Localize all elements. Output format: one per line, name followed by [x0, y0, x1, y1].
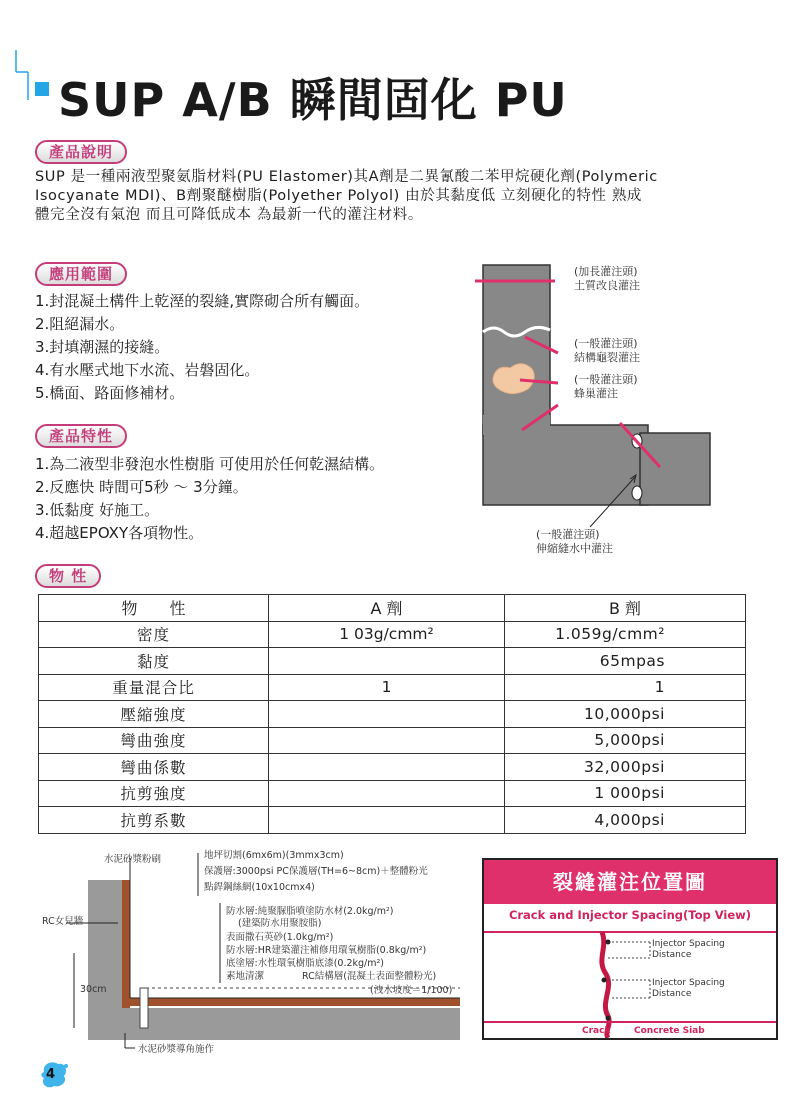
list-item: 1.為二液型非發泡水性樹脂 可使用於任何乾濕結構。	[35, 455, 385, 473]
table-row	[39, 674, 746, 701]
crack-label: Distance	[652, 950, 692, 960]
diagram-label: 蜂巢灌注	[574, 387, 618, 400]
badge-properties: 物 性	[35, 564, 101, 588]
title-bullet-square	[35, 82, 49, 96]
crack-label: Concrete Siab	[634, 1026, 705, 1036]
diagram-label: 結構龜裂灌注	[574, 351, 640, 364]
section-label: 防水層:HR建築灌注補修用環氧樹脂(0.8kg/m²)	[226, 945, 427, 956]
page-number: 4	[46, 1067, 56, 1082]
crack-diagram-subtitle: Crack and Injector Spacing(Top View)	[508, 908, 752, 922]
badge-product-description: 產品說明	[35, 140, 127, 164]
column-header: B 劑	[505, 595, 746, 622]
section-label: 保護層:3000psi PC保護層(TH=6~8cm)＋整體粉光	[204, 866, 428, 877]
section-label: 點銲鋼絲網(10x10cmx4)	[204, 882, 315, 893]
table-cell: 黏度	[39, 648, 269, 675]
list-item: 4.有水壓式地下水流、岩磐固化。	[35, 361, 260, 379]
crack-label: Crack	[582, 1026, 611, 1036]
section-label: 底塗層:水性環氧樹脂底漆(0.2kg/m²)	[226, 958, 385, 969]
diagram-label: 伸縮縫水中灌注	[536, 542, 613, 555]
crack-label: Distance	[652, 989, 692, 999]
table-row	[39, 648, 746, 675]
table-row	[39, 807, 746, 834]
features-list	[35, 453, 384, 545]
list-item: 3.封填潮濕的接縫。	[35, 338, 170, 356]
list-item: 5.橋面、路面修補材。	[35, 384, 185, 402]
table-cell: 彎曲強度	[39, 727, 269, 754]
table-row	[39, 754, 746, 781]
table-cell: 32,000psi	[505, 754, 746, 781]
diagram-label: (一般灌注頭)	[536, 528, 600, 541]
waterproof-section-drawing	[40, 848, 460, 1058]
table-cell: 1	[505, 674, 746, 701]
section-label: RC結構層(混凝土表面整體粉光)	[302, 971, 437, 982]
diagram-label: (一般灌注頭)	[574, 337, 638, 350]
list-item: 4.超越EPOXY各項物性。	[35, 524, 204, 542]
section-label: 素地清潔	[226, 971, 265, 982]
table-cell	[269, 648, 505, 675]
table-cell: 5,000psi	[505, 727, 746, 754]
description-line: Isocyanate MDI)、B劑聚醚樹脂(Polyether Polyol) 由於其黏度低 立刻硬化的特性 熟成	[35, 188, 643, 204]
description-line: 體完全沒有氣泡 而且可降低成本 為最新一代的灌注材料。	[35, 207, 423, 223]
injection-diagram	[470, 255, 780, 560]
diagram-label: (一般灌注頭)	[574, 373, 638, 386]
table-cell: 抗剪系數	[39, 807, 269, 834]
table-cell: 壓縮強度	[39, 701, 269, 728]
page-title: SUP A/B 瞬間固化 PU	[58, 73, 568, 127]
properties-table	[38, 594, 746, 834]
crack-diagram-graphic	[484, 928, 776, 1038]
description-line: SUP 是一種兩液型聚氨脂材料(PU Elastomer)其A劑是二異氰酸二苯甲烷硬化劑(Polymeric	[35, 169, 658, 185]
list-item: 3.低黏度 好施工。	[35, 501, 160, 519]
section-label: (洩水坡度＝1/100)	[370, 985, 453, 996]
crack-label: Injector Spacing	[652, 978, 725, 988]
table-header-row	[39, 595, 746, 622]
table-cell: 抗剪強度	[39, 780, 269, 807]
table-cell: 1 000psi	[505, 780, 746, 807]
column-header: A 劑	[269, 595, 505, 622]
section-label: RC女兒牆	[42, 916, 84, 927]
table-cell: 密度	[39, 621, 269, 648]
section-label: 30cm	[80, 984, 107, 995]
badge-features: 產品特性	[35, 424, 127, 448]
badge-applications: 應用範圍	[35, 262, 127, 286]
diagram-label: 土質改良灌注	[574, 279, 640, 292]
column-header: 物 性	[39, 595, 269, 622]
section-label: 水泥砂漿導角施作	[138, 1044, 215, 1055]
table-cell: 1 03g/cmm²	[269, 621, 505, 648]
table-cell: 1	[269, 674, 505, 701]
section-label: 表面撒石英砂(1.0kg/m²)	[226, 932, 334, 943]
crack-injection-diagram	[482, 858, 778, 1040]
section-label: 水泥砂漿粉刷	[104, 854, 162, 865]
table-cell	[269, 701, 505, 728]
table-cell: 10,000psi	[505, 701, 746, 728]
list-item: 1.封混凝土構件上乾溼的裂縫,實際砌合所有觸面。	[35, 292, 370, 310]
table-cell: 彎曲係數	[39, 754, 269, 781]
table-cell	[269, 754, 505, 781]
diagram-label: (加長灌注頭)	[574, 265, 638, 278]
table-cell	[269, 727, 505, 754]
list-item: 2.反應快 時間可5秒 ～ 3分鐘。	[35, 478, 248, 496]
table-row	[39, 727, 746, 754]
list-item: 2.阻絕漏水。	[35, 315, 125, 333]
table-cell: 1.059g/cmm²	[505, 621, 746, 648]
table-row	[39, 701, 746, 728]
section-label: (建築防水用聚胺脂)	[238, 918, 322, 929]
table-cell	[269, 780, 505, 807]
crack-label: Injector Spacing	[652, 939, 725, 949]
crack-diagram-title: 裂縫灌注位置圖	[484, 860, 776, 904]
table-cell: 65mpas	[505, 648, 746, 675]
table-row	[39, 780, 746, 807]
table-cell: 4,000psi	[505, 807, 746, 834]
section-label: 防水層:純聚脲脂噴塗防水材(2.0kg/m²)	[226, 906, 394, 917]
section-label: 地坪切割(6mx6m)(3mmx3cm)	[204, 850, 344, 861]
table-cell: 重量混合比	[39, 674, 269, 701]
injection-diagram-graphic	[470, 255, 780, 560]
applications-list	[35, 290, 369, 405]
table-row	[39, 621, 746, 648]
table-cell	[269, 807, 505, 834]
product-description	[35, 168, 755, 225]
